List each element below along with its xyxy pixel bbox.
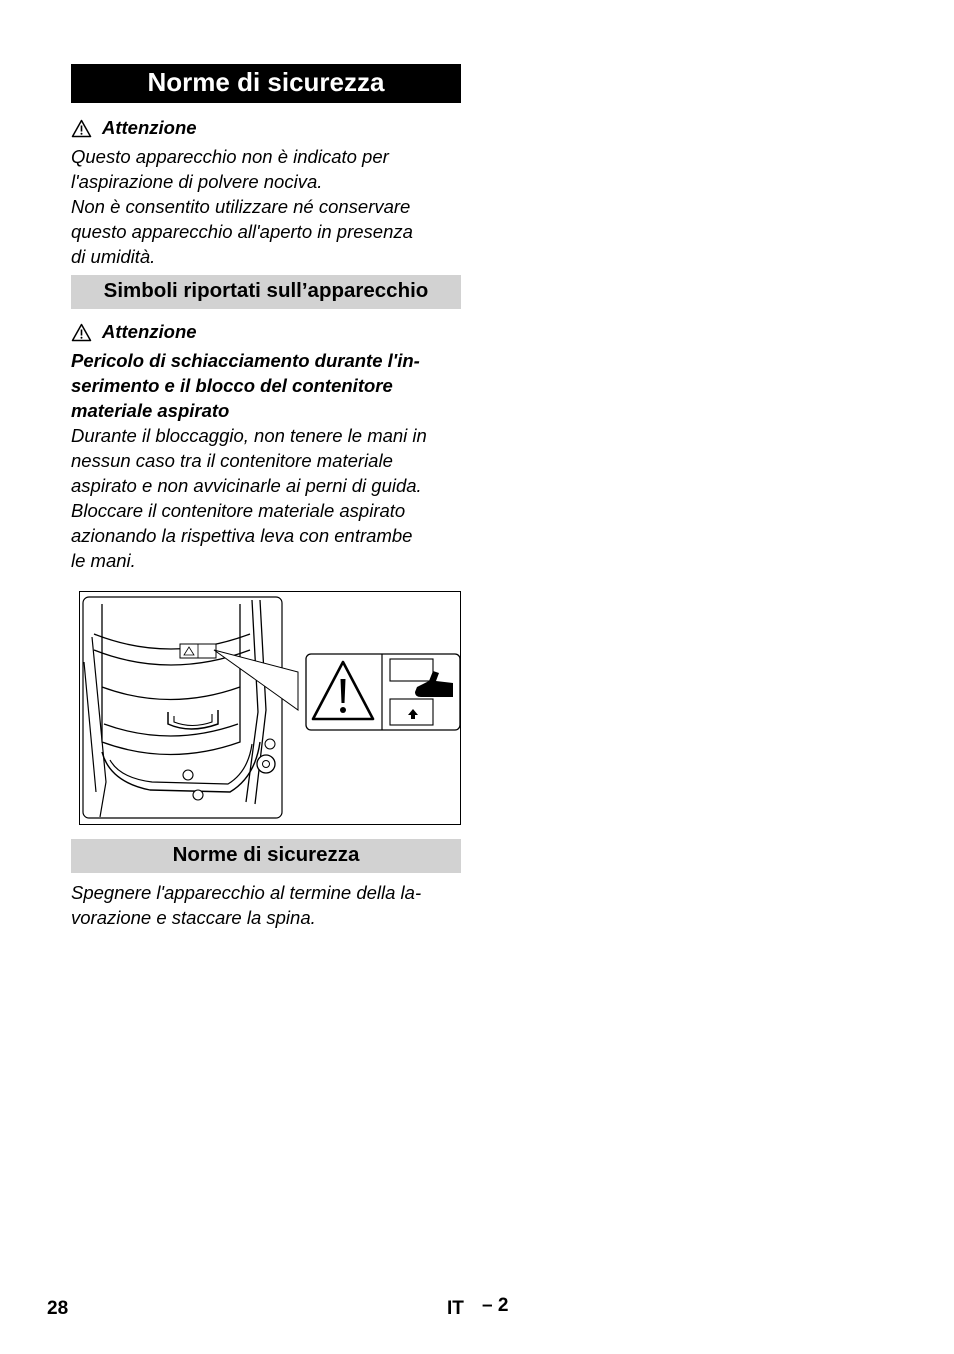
warning-emphasis-line: materiale aspirato	[71, 400, 230, 421]
page-column	[71, 64, 461, 930]
warning-emphasis-line: Pericolo di schiacciamento durante l'in-	[71, 350, 420, 371]
warning-text-line: Non è consentito utilizzare né conservare	[71, 196, 411, 217]
appliance-symbol-figure	[79, 591, 461, 825]
warning-text-line: Bloccare il contenitore materiale aspirato	[71, 500, 406, 521]
warning-block-1	[71, 116, 461, 269]
safety-text-line: Spegnere l'apparecchio al termine della la-	[71, 882, 422, 903]
warning-text-line: di umidità.	[71, 246, 156, 267]
section-title-safety: Norme di sicurezza	[71, 64, 461, 103]
warning-triangle-icon	[71, 323, 92, 342]
warning-text-line: Durante il bloccaggio, non tenere le mani in	[71, 425, 427, 446]
safety-text-line: vorazione e staccare la spina.	[71, 907, 316, 928]
warning-text-line: questo apparecchio all'aperto in presenza	[71, 221, 413, 242]
page-number: 28	[47, 1298, 69, 1319]
warning-triangle-icon	[71, 119, 92, 138]
warning-heading	[71, 116, 461, 140]
safety-text-block	[71, 880, 461, 930]
section-title-safety-2: Norme di sicurezza	[71, 839, 461, 873]
warning-label: Attenzione	[102, 117, 197, 138]
warning-label: Attenzione	[102, 321, 197, 342]
language-code: IT	[447, 1298, 464, 1319]
warning-text-line: azionando la rispettiva leva con entrambe	[71, 525, 413, 546]
warning-text-line: le mani.	[71, 550, 136, 571]
warning-text-line: Questo apparecchio non è indicato per	[71, 146, 389, 167]
warning-text-line: nessun caso tra il contenitore materiale	[71, 450, 393, 471]
section-title-symbols: Simboli riportati sull’apparecchio	[71, 275, 461, 309]
warning-heading	[71, 320, 461, 344]
warning-text-line: l'aspirazione di polvere nociva.	[71, 171, 323, 192]
warning-text-line: aspirato e non avvicinarle ai perni di guida.	[71, 475, 422, 496]
warning-symbol-label	[305, 653, 461, 731]
warning-emphasis-line: serimento e il blocco del contenitore	[71, 375, 393, 396]
sub-page-number: – 2	[482, 1295, 509, 1316]
warning-block-2	[71, 320, 461, 573]
